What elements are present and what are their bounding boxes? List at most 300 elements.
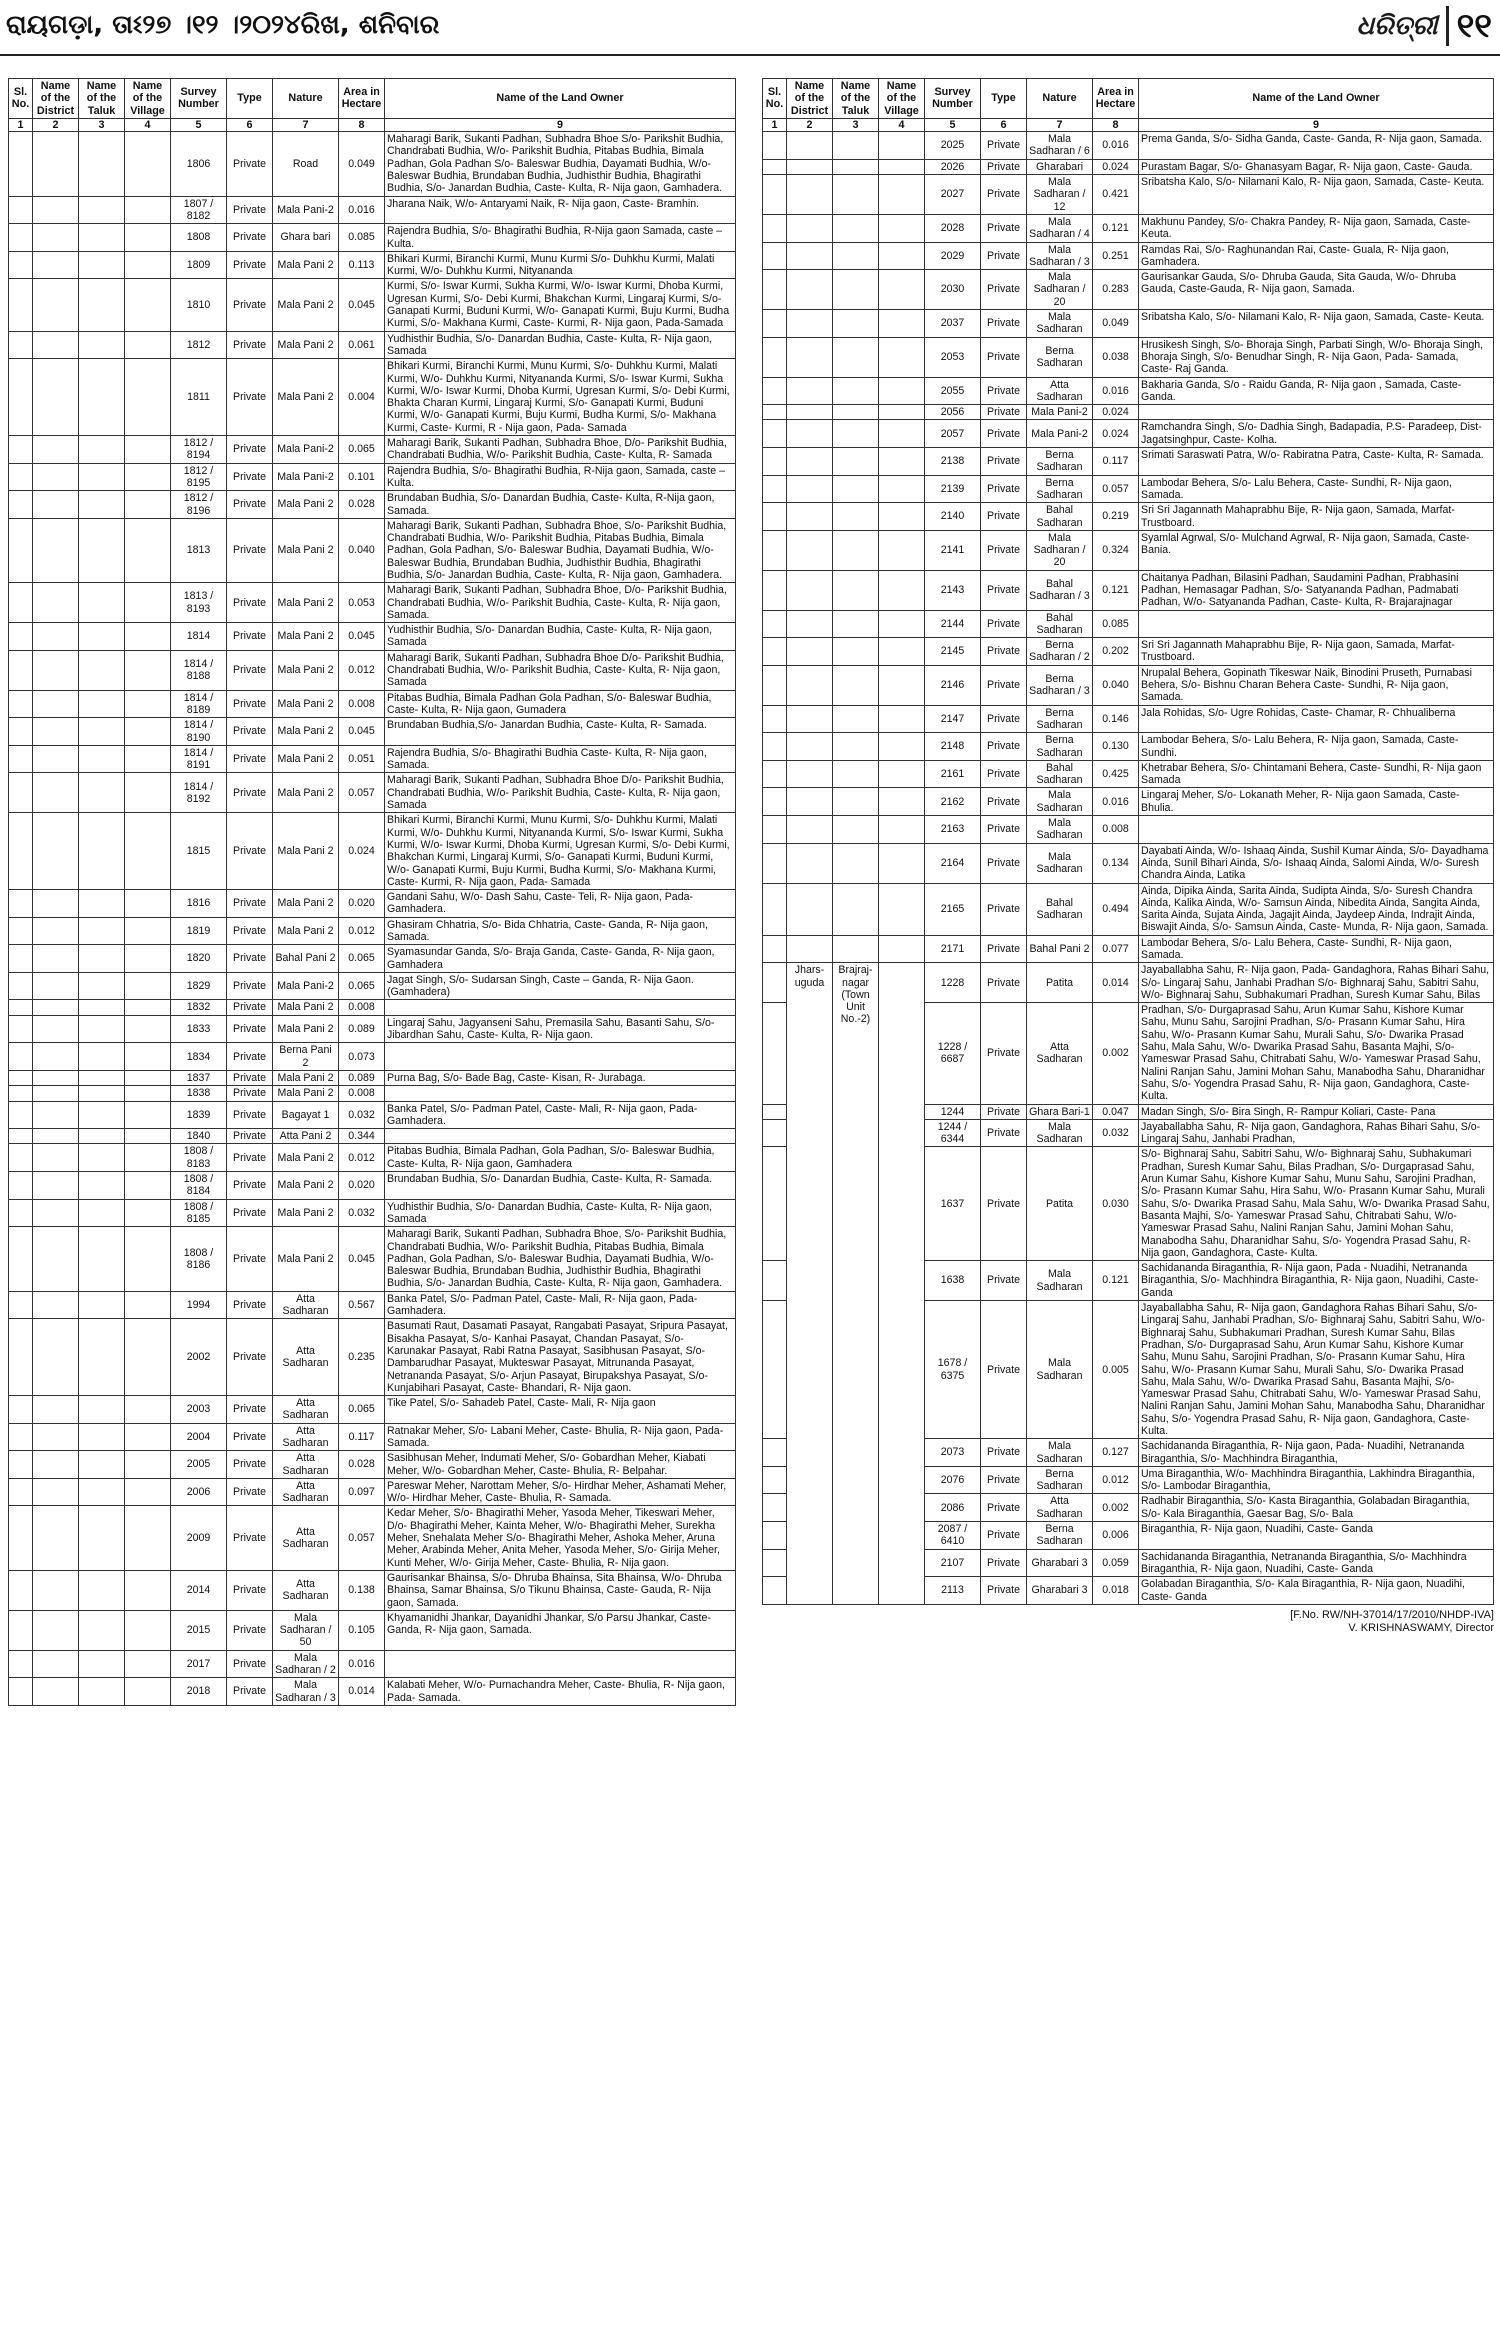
taluk-cell xyxy=(833,843,879,883)
survey-number-cell: 2009 xyxy=(171,1506,227,1570)
nature-cell: Mala Pani 2 xyxy=(273,359,339,436)
nature-cell: Mala Sadharan xyxy=(1027,1261,1093,1301)
nature-cell: Berna Sadharan / 2 xyxy=(1027,638,1093,666)
taluk-cell xyxy=(833,214,879,242)
table-row xyxy=(763,270,1494,310)
table-row xyxy=(9,331,736,359)
owner-cell: Hrusikesh Singh, S/o- Bhoraja Singh, Parbati Singh, W/o- Bhoraja Singh, Bhoraja Singh, S/o- Benudhar Singh, R- Nija Gaon, Pada- Samada, Caste- Raj Ganda. xyxy=(1139,337,1494,377)
taluk-cell xyxy=(79,1086,125,1101)
table-row xyxy=(763,159,1494,174)
type-cell: Private xyxy=(981,665,1027,705)
area-cell: 0.030 xyxy=(1093,1147,1139,1261)
type-cell: Private xyxy=(981,843,1027,883)
taluk-cell xyxy=(79,690,125,718)
owner-cell xyxy=(385,1129,736,1144)
village-cell xyxy=(879,705,925,733)
district-cell xyxy=(33,1570,79,1610)
village-cell xyxy=(879,530,925,570)
nature-cell: Mala Sadharan xyxy=(1027,816,1093,844)
nature-cell: Mala Pani 2 xyxy=(273,1227,339,1291)
type-cell: Private xyxy=(227,518,273,582)
type-cell: Private xyxy=(227,813,273,890)
village-cell xyxy=(125,1199,171,1227)
survey-number-cell: 2006 xyxy=(171,1478,227,1506)
sl-cell xyxy=(9,813,33,890)
area-cell: 0.101 xyxy=(339,463,385,491)
type-cell: Private xyxy=(981,760,1027,788)
nature-cell: Atta Sadharan xyxy=(273,1423,339,1451)
sl-cell xyxy=(763,132,787,160)
survey-number-cell: 1812 / 8196 xyxy=(171,491,227,519)
district-cell xyxy=(33,279,79,331)
district-cell xyxy=(787,420,833,448)
owner-cell: Bakharia Ganda, S/o - Raidu Ganda, R- Nija gaon , Samada, Caste- Ganda. xyxy=(1139,377,1494,405)
table-row xyxy=(9,196,736,224)
taluk-cell xyxy=(79,917,125,945)
area-cell: 0.002 xyxy=(1093,1494,1139,1522)
header-nature: Nature xyxy=(273,79,339,119)
district-cell xyxy=(787,530,833,570)
signatory: V. KRISHNASWAMY, Director xyxy=(1348,1621,1494,1634)
nature-cell: Mala Pani 2 xyxy=(273,491,339,519)
nature-cell: Mala Pani-2 xyxy=(273,196,339,224)
survey-number-cell: 2141 xyxy=(925,530,981,570)
village-cell xyxy=(879,638,925,666)
owner-cell: Sri Sri Jagannath Mahaprabhu Bije, R- Nija gaon, Samada, Marfat- Trustboard. xyxy=(1139,503,1494,531)
survey-number-cell: 2107 xyxy=(925,1549,981,1577)
nature-cell: Atta Sadharan xyxy=(1027,1003,1093,1104)
nature-cell: Mala Pani 2 xyxy=(273,623,339,651)
village-cell xyxy=(879,963,925,1605)
owner-cell: Jharana Naik, W/o- Antaryami Naik, R- Nija gaon, Caste- Bramhin. xyxy=(385,196,736,224)
nature-cell: Atta Sadharan xyxy=(273,1319,339,1396)
owner-cell: Bhikari Kurmi, Biranchi Kurmi, Munu Kurmi S/o- Duhkhu Kurmi, Malati Kurmi, W/o- Duhkhu Kurmi, Nityananda xyxy=(385,251,736,279)
survey-number-cell: 2076 xyxy=(925,1466,981,1494)
district-cell xyxy=(787,638,833,666)
district-cell xyxy=(33,1199,79,1227)
village-cell xyxy=(879,420,925,448)
table-row xyxy=(9,1570,736,1610)
type-cell: Private xyxy=(227,690,273,718)
owner-cell: Maharagi Barik, Sukanti Padhan, Subhadra Bhoe D/o- Parikshit Budhia, Chandrabati Budhia, W/o- Parikshit Budhia, Caste- Kulta, R- Nija gaon, Samada xyxy=(385,773,736,813)
area-cell: 0.024 xyxy=(1093,159,1139,174)
nature-cell: Berna Sadharan xyxy=(1027,1522,1093,1550)
type-cell: Private xyxy=(981,270,1027,310)
left-land-table xyxy=(8,78,736,1706)
area-cell: 0.008 xyxy=(339,690,385,718)
area-cell: 0.047 xyxy=(1093,1104,1139,1119)
header-type: Type xyxy=(981,79,1027,119)
sl-cell xyxy=(9,690,33,718)
table-row xyxy=(763,214,1494,242)
area-cell: 0.049 xyxy=(1093,310,1139,338)
type-cell: Private xyxy=(227,1678,273,1706)
sl-cell xyxy=(9,1172,33,1200)
survey-number-cell: 1813 xyxy=(171,518,227,582)
survey-number-cell: 2073 xyxy=(925,1439,981,1467)
sl-cell xyxy=(763,1261,787,1301)
area-cell: 0.053 xyxy=(339,583,385,623)
village-cell xyxy=(125,1423,171,1451)
district-cell xyxy=(33,491,79,519)
taluk-cell xyxy=(79,1227,125,1291)
taluk-cell xyxy=(79,1451,125,1479)
owner-cell: Maharagi Barik, Sukanti Padhan, Subhadra Bhoe, S/o- Parikshit Budhia, Chandrabati Budhia, W/o- Parikshit Budhia, Pitabas Budhia, Bimala Padhan, Gola Padhan, S/o- Baleswar Budhia, Dayamati Budhia, W/o- Baleswar Budhia, Brundaban Budhia, Judhisthir Budhia, Bhagirathi Budhia, S/o- Janardan Budhia, Caste- Kulta, R- Nija gaon, Gamhadera. xyxy=(385,518,736,582)
owner-cell xyxy=(385,1043,736,1071)
district-cell xyxy=(33,890,79,918)
nature-cell: Mala Pani 2 xyxy=(273,773,339,813)
survey-number-cell: 1814 / 8188 xyxy=(171,650,227,690)
sl-cell xyxy=(763,1439,787,1467)
nature-cell: Mala Sadharan / 12 xyxy=(1027,175,1093,215)
district-cell xyxy=(787,610,833,638)
village-cell xyxy=(879,733,925,761)
village-cell xyxy=(125,917,171,945)
owner-cell: Lambodar Behera, S/o- Lalu Behera, Caste- Sundhi, R- Nija gaon, Samada. xyxy=(1139,935,1494,963)
owner-cell: Banka Patel, S/o- Padman Patel, Caste- Mali, R- Nija gaon, Pada- Gamhadera. xyxy=(385,1291,736,1319)
area-cell: 0.012 xyxy=(1093,1466,1139,1494)
taluk-cell xyxy=(833,705,879,733)
survey-number-cell: 2086 xyxy=(925,1494,981,1522)
district-cell xyxy=(787,665,833,705)
owner-cell xyxy=(1139,816,1494,844)
area-cell: 0.073 xyxy=(339,1043,385,1071)
nature-cell: Mala Sadharan xyxy=(1027,788,1093,816)
district-cell xyxy=(33,1319,79,1396)
nature-cell: Mala Pani 2 xyxy=(273,650,339,690)
nature-cell: Berna Sadharan / 3 xyxy=(1027,665,1093,705)
type-cell: Private xyxy=(227,1086,273,1101)
district-cell xyxy=(33,1650,79,1678)
taluk-cell xyxy=(79,945,125,973)
taluk-cell xyxy=(79,491,125,519)
nature-cell: Mala Pani 2 xyxy=(273,813,339,890)
village-cell xyxy=(125,1070,171,1085)
owner-cell: Kalabati Meher, W/o- Purnachandra Meher, Caste- Bhulia, R- Nija gaon, Pada- Samada. xyxy=(385,1678,736,1706)
district-cell xyxy=(33,132,79,196)
owner-cell: Purastam Bagar, S/o- Ghanasyam Bagar, R- Nija gaon, Caste- Gauda. xyxy=(1139,159,1494,174)
taluk-cell xyxy=(833,503,879,531)
area-cell: 0.065 xyxy=(339,436,385,464)
area-cell: 0.008 xyxy=(339,1000,385,1015)
district-cell xyxy=(787,883,833,935)
type-cell: Private xyxy=(227,331,273,359)
sl-cell xyxy=(763,705,787,733)
district-cell xyxy=(33,1172,79,1200)
type-cell: Private xyxy=(981,788,1027,816)
nature-cell: Berna Sadharan xyxy=(1027,448,1093,476)
taluk-cell xyxy=(79,1291,125,1319)
sl-cell xyxy=(9,331,33,359)
type-cell: Private xyxy=(981,1522,1027,1550)
sl-cell xyxy=(9,251,33,279)
survey-number-cell: 2026 xyxy=(925,159,981,174)
table-header-row xyxy=(9,79,736,119)
district-cell xyxy=(33,1101,79,1129)
area-cell: 0.202 xyxy=(1093,638,1139,666)
table-row xyxy=(9,1610,736,1650)
taluk-cell xyxy=(79,813,125,890)
nature-cell: Atta Pani 2 xyxy=(273,1129,339,1144)
type-cell: Private xyxy=(227,224,273,252)
survey-number-cell: 2037 xyxy=(925,310,981,338)
nature-cell: Bahal Sadharan xyxy=(1027,503,1093,531)
nature-cell: Mala Pani 2 xyxy=(273,1070,339,1085)
village-cell xyxy=(879,242,925,270)
taluk-cell xyxy=(79,518,125,582)
area-cell: 0.089 xyxy=(339,1070,385,1085)
district-cell xyxy=(33,1396,79,1424)
area-cell: 0.020 xyxy=(339,890,385,918)
village-cell xyxy=(879,883,925,935)
owner-cell: Kurmi, S/o- Iswar Kurmi, Sukha Kurmi, W/o- Iswar Kurmi, Dhoba Kurmi, Ugresan Kurmi, S/o- Debi Kurmi, Bhakchan Kurmi, Lingaraj Kurmi, S/o- Ganapati Kurmi, Buduni Kurmi, W/o- Ganapati Kurmi, Buju Kurmi, Budha Kurmi, S/o- Makhana Kurmi, Caste- Kurmi, R- Nija gaon, Pada-Samada xyxy=(385,279,736,331)
area-cell: 0.005 xyxy=(1093,1301,1139,1439)
table-row xyxy=(763,420,1494,448)
sl-cell xyxy=(763,610,787,638)
sl-cell xyxy=(9,1227,33,1291)
taluk-cell xyxy=(833,638,879,666)
survey-number-cell: 1638 xyxy=(925,1261,981,1301)
table-row xyxy=(9,1396,736,1424)
owner-cell: Purna Bag, S/o- Bade Bag, Caste- Kisan, R- Jurabaga. xyxy=(385,1070,736,1085)
sl-cell xyxy=(763,1522,787,1550)
taluk-cell xyxy=(79,331,125,359)
type-cell: Private xyxy=(227,650,273,690)
area-cell: 0.016 xyxy=(1093,788,1139,816)
taluk-cell xyxy=(79,1678,125,1706)
village-cell xyxy=(125,1396,171,1424)
type-cell: Private xyxy=(981,530,1027,570)
area-cell: 0.020 xyxy=(339,1172,385,1200)
owner-cell: Bhikari Kurmi, Biranchi Kurmi, Munu Kurmi, S/o- Duhkhu Kurmi, Malati Kurmi, W/o- Duhkhu Kurmi, Nityananda Kurmi, S/o- Iswar Kurmi, Sukha Kurmi, W/o- Iswar Kurmi, Dhoba Kurmi, Ugresan Kurmi, S/o- Debi Kurmi, Bhakchan Kurmi, Lingaraj Kurmi, S/o- Ganapati Kurmi, Buduni Kurmi, W/o- Ganapati Kurmi, Buju Kurmi, Budha Kurmi, S/o- Makhana Kurmi, Caste- Kurmi, R- Nija gaon, Pada- Samada xyxy=(385,813,736,890)
taluk-cell xyxy=(79,1000,125,1015)
nature-cell: Bahal Pani 2 xyxy=(1027,935,1093,963)
right-land-table-column xyxy=(762,78,1494,1635)
sl-cell xyxy=(9,745,33,773)
taluk-cell xyxy=(79,359,125,436)
taluk-cell xyxy=(79,1478,125,1506)
table-row xyxy=(9,945,736,973)
type-cell: Private xyxy=(981,963,1027,1003)
survey-number-cell: 2056 xyxy=(925,405,981,420)
nature-cell: Gharabari 3 xyxy=(1027,1577,1093,1605)
nature-cell: Mala Pani 2 xyxy=(273,583,339,623)
area-cell: 0.018 xyxy=(1093,1577,1139,1605)
col-number: 5 xyxy=(925,118,981,131)
survey-number-cell: 2028 xyxy=(925,214,981,242)
village-cell xyxy=(125,718,171,746)
district-cell xyxy=(33,1070,79,1085)
col-number: 6 xyxy=(227,118,273,131)
area-cell: 0.016 xyxy=(339,1650,385,1678)
district-cell xyxy=(33,1000,79,1015)
area-cell: 0.567 xyxy=(339,1291,385,1319)
village-cell xyxy=(125,1478,171,1506)
nature-cell: Bahal Sadharan xyxy=(1027,883,1093,935)
table-row xyxy=(9,1291,736,1319)
table-row xyxy=(763,665,1494,705)
table-row xyxy=(9,1227,736,1291)
type-cell: Private xyxy=(227,1144,273,1172)
table-row xyxy=(9,1650,736,1678)
taluk-cell xyxy=(833,377,879,405)
district-cell xyxy=(33,331,79,359)
village-cell xyxy=(125,813,171,890)
area-cell: 0.105 xyxy=(339,1610,385,1650)
district-cell xyxy=(787,377,833,405)
village-cell xyxy=(125,1144,171,1172)
table-row xyxy=(9,718,736,746)
village-cell xyxy=(125,945,171,973)
district-cell xyxy=(33,623,79,651)
area-cell: 0.012 xyxy=(339,1144,385,1172)
district-cell xyxy=(33,773,79,813)
district-cell xyxy=(33,251,79,279)
table-row xyxy=(763,337,1494,377)
sl-cell xyxy=(763,570,787,610)
area-cell: 0.002 xyxy=(1093,1003,1139,1104)
nature-cell: Gharabari 3 xyxy=(1027,1549,1093,1577)
survey-number-cell: 2138 xyxy=(925,448,981,476)
type-cell: Private xyxy=(981,638,1027,666)
col-number: 8 xyxy=(339,118,385,131)
nature-cell: Mala Pani 2 xyxy=(273,745,339,773)
survey-number-cell: 1814 / 8190 xyxy=(171,718,227,746)
sl-cell xyxy=(763,310,787,338)
table-row xyxy=(9,1423,736,1451)
table-row xyxy=(763,503,1494,531)
sl-cell xyxy=(9,623,33,651)
survey-number-cell: 2113 xyxy=(925,1577,981,1605)
sl-cell xyxy=(9,1423,33,1451)
table-row xyxy=(763,816,1494,844)
owner-cell: Sasibhusan Meher, Indumati Meher, S/o- Gobardhan Meher, Kiabati Meher, W/o- Gobardhan Meher, Caste- Bhulia, R- Belpahar. xyxy=(385,1451,736,1479)
area-cell: 0.283 xyxy=(1093,270,1139,310)
owner-cell: Syamlal Agrwal, S/o- Mulchand Agrwal, R- Nija gaon, Samada, Caste- Bania. xyxy=(1139,530,1494,570)
type-cell: Private xyxy=(227,1070,273,1085)
table-row xyxy=(9,690,736,718)
type-cell: Private xyxy=(981,705,1027,733)
nature-cell: Mala Sadharan / 50 xyxy=(273,1610,339,1650)
dateline: ରାୟଗଡ଼ା, ତାଽ୨୭ ।୧୨ ।୨୦୨୪ରିଖ, ଶନିବାର xyxy=(6,10,440,40)
sl-cell xyxy=(9,1199,33,1227)
owner-cell: Lingaraj Meher, S/o- Lokanath Meher, R- Nija gaon Samada, Caste- Bhulia. xyxy=(1139,788,1494,816)
sl-cell xyxy=(763,843,787,883)
sl-cell xyxy=(763,159,787,174)
area-cell: 0.121 xyxy=(1093,1261,1139,1301)
taluk-cell xyxy=(79,224,125,252)
district-cell xyxy=(787,705,833,733)
area-cell: 0.324 xyxy=(1093,530,1139,570)
owner-cell: Lingaraj Sahu, Jagyanseni Sahu, Premasila Sahu, Basanti Sahu, S/o- Jibardhan Sahu, Caste- Kulta, R- Nija gaon. xyxy=(385,1015,736,1043)
nature-cell: Mala Pani 2 xyxy=(273,1086,339,1101)
survey-number-cell: 1637 xyxy=(925,1147,981,1261)
nature-cell: Mala Pani-2 xyxy=(1027,420,1093,448)
taluk-cell xyxy=(833,270,879,310)
owner-cell: Bhikari Kurmi, Biranchi Kurmi, Munu Kurmi, S/o- Duhkhu Kurmi, Malati Kurmi, W/o- Duhkhu Kurmi, Nityananda Kurmi, S/o- Iswar Kurmi, Sukha Kurmi, W/o- Iswar Kurmi, Dhoba Kurmi, Ugresan Kurmi, S/o- Debi Kurmi, Bhakta Charan Kurmi, Lingaraj Kurmi, S/o- Ganapati Kurmi, Buduni Kurmi, W/o- Ganapati Kurmi, Buju Kurmi, Budha Kurmi, S/o- Makhana Kurmi, Caste- Kurmi, R - Nija gaon, Pada- Samada xyxy=(385,359,736,436)
type-cell: Private xyxy=(981,1439,1027,1467)
area-cell: 0.127 xyxy=(1093,1439,1139,1467)
district-cell xyxy=(787,760,833,788)
sl-cell xyxy=(9,1086,33,1101)
nature-cell: Berna Sadharan xyxy=(1027,705,1093,733)
sl-cell xyxy=(9,1610,33,1650)
sl-cell xyxy=(9,132,33,196)
nature-cell: Atta Sadharan xyxy=(273,1506,339,1570)
sl-cell xyxy=(9,463,33,491)
district-cell: Jhars- uguda xyxy=(787,963,833,1605)
owner-cell: Brundaban Budhia,S/o- Janardan Budhia, Caste- Kulta, R- Samada. xyxy=(385,718,736,746)
district-cell xyxy=(33,1086,79,1101)
village-cell xyxy=(125,1291,171,1319)
survey-number-cell: 1808 xyxy=(171,224,227,252)
table-row xyxy=(763,530,1494,570)
district-cell xyxy=(33,1678,79,1706)
sl-cell xyxy=(9,436,33,464)
sl-cell xyxy=(9,718,33,746)
district-cell xyxy=(787,733,833,761)
table-row xyxy=(9,917,736,945)
survey-number-cell: 2014 xyxy=(171,1570,227,1610)
table-row xyxy=(9,583,736,623)
type-cell: Private xyxy=(981,242,1027,270)
sl-cell xyxy=(763,448,787,476)
village-cell xyxy=(125,1678,171,1706)
nature-cell: Atta Sadharan xyxy=(273,1291,339,1319)
taluk-cell: Brajraj- nagar (Town Unit No.-2) xyxy=(833,963,879,1605)
owner-cell: Yudhisthir Budhia, S/o- Danardan Budhia, Caste- Kulta, R- Nija gaon, Samada xyxy=(385,331,736,359)
sl-cell xyxy=(763,733,787,761)
nature-cell: Atta Sadharan xyxy=(1027,1494,1093,1522)
nature-cell: Mala Pani 2 xyxy=(273,331,339,359)
owner-cell: Ramchandra Singh, S/o- Dadhia Singh, Badapadia, P.S- Paradeep, Dist- Jagatsinghpur, Caste- Kolha. xyxy=(1139,420,1494,448)
nature-cell: Bahal Sadharan xyxy=(1027,610,1093,638)
taluk-cell xyxy=(79,1043,125,1071)
owner-cell: Radhabir Biraganthia, S/o- Kasta Biraganthia, Golabadan Biraganthia, S/o- Kala Biraganthia, Gaesar Bag, S/o- Bala xyxy=(1139,1494,1494,1522)
table-row xyxy=(763,475,1494,503)
survey-number-cell: 1812 / 8195 xyxy=(171,463,227,491)
district-cell xyxy=(787,132,833,160)
taluk-cell xyxy=(833,788,879,816)
survey-number-cell: 2144 xyxy=(925,610,981,638)
survey-number-cell: 1808 / 8183 xyxy=(171,1144,227,1172)
village-cell xyxy=(879,448,925,476)
taluk-cell xyxy=(833,883,879,935)
owner-cell: Madan Singh, S/o- Bira Singh, R- Rampur Koliari, Caste- Pana xyxy=(1139,1104,1494,1119)
owner-cell: Ratnakar Meher, S/o- Labani Meher, Caste- Bhulia, R- Nija gaon, Pada- Samada. xyxy=(385,1423,736,1451)
owner-cell: Pareswar Meher, Narottam Meher, S/o- Hirdhar Meher, Ashamati Meher, W/o- Hirdhar Meher, Caste- Bhulia, R- Samada. xyxy=(385,1478,736,1506)
survey-number-cell: 2017 xyxy=(171,1650,227,1678)
survey-number-cell: 2003 xyxy=(171,1396,227,1424)
village-cell xyxy=(879,570,925,610)
area-cell: 0.121 xyxy=(1093,570,1139,610)
table-row xyxy=(763,132,1494,160)
owner-cell: Jayaballabha Sahu, R- Nija gaon, Gandaghora, Rahas Bihari Sahu, S/o- Lingaraj Sahu, Janhabi Pradhan, xyxy=(1139,1119,1494,1147)
village-cell xyxy=(125,1086,171,1101)
owner-cell: Maharagi Barik, Sukanti Padhan, Subhadra Bhoe, D/o- Parikshit Budhia, Chandrabati Budhia, W/o- Parikshit Budhia, Caste- Kulta, R- Samada xyxy=(385,436,736,464)
sl-cell xyxy=(9,1144,33,1172)
type-cell: Private xyxy=(981,214,1027,242)
sl-cell xyxy=(763,270,787,310)
nature-cell: Mala Pani 2 xyxy=(273,1199,339,1227)
type-cell: Private xyxy=(227,1451,273,1479)
owner-cell: Maharagi Barik, Sukanti Padhan, Subhadra Bhoe S/o- Parikshit Budhia, Chandrabati Budhia, W/o- Parikshit Budhia, Pitabas Budhia, Bimala Padhan, Gola Padhan S/o- Baleswar Budhia, Dayamati Budhia, W/o- Baleswar Budhia, Brundaban Budhia, Judhisthir Budhia, Bhagirathi Budhia, S/o- Janardan Budhia, Caste- Kulta, R- Nija gaon, Gamhadera. xyxy=(385,132,736,196)
taluk-cell xyxy=(79,1570,125,1610)
sl-cell xyxy=(9,1678,33,1706)
survey-number-cell: 2018 xyxy=(171,1678,227,1706)
village-cell xyxy=(879,665,925,705)
sl-cell xyxy=(9,1506,33,1570)
